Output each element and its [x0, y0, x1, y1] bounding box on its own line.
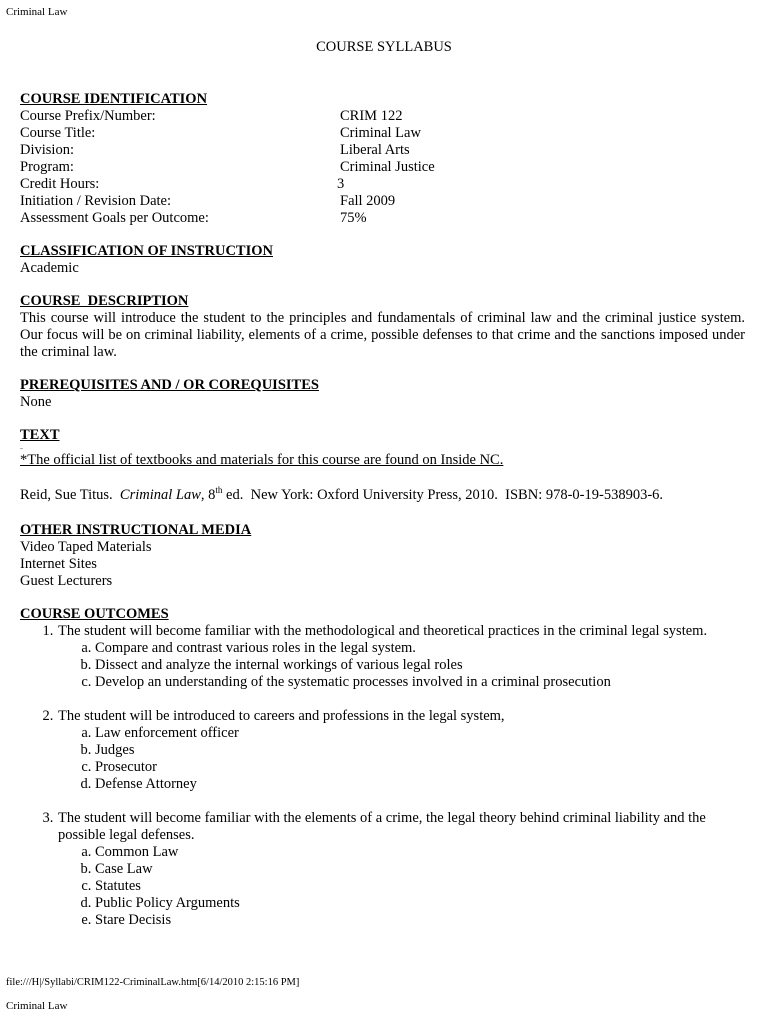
outcomes-list — [20, 623, 745, 929]
outcome-subitem: a. Common Law — [95, 844, 745, 861]
footer-running-title: Criminal Law — [6, 1000, 68, 1012]
classification-text: Academic — [20, 260, 79, 276]
id-value: Criminal Justice — [340, 159, 435, 175]
id-row — [20, 176, 745, 193]
outcome-subitem: d. Public Policy Arguments — [95, 895, 745, 912]
section-heading-text: TEXT — [20, 427, 60, 443]
section-heading-classification: CLASSIFICATION OF INSTRUCTION — [20, 243, 273, 259]
outcome-sublist — [58, 844, 745, 929]
page-header-title: Criminal Law — [6, 6, 68, 18]
citation-title: Criminal Law — [119, 487, 201, 503]
section-heading-outcomes: COURSE OUTCOMES — [20, 606, 169, 622]
syllabus-content — [20, 91, 745, 929]
id-row — [20, 125, 745, 142]
textbook-citation — [20, 487, 745, 504]
id-value: Fall 2009 — [340, 193, 396, 209]
outcome-subitem: e. Stare Decisis — [95, 912, 745, 929]
prerequisites-text: None — [20, 394, 52, 410]
section-heading-description: COURSE DESCRIPTION — [20, 293, 189, 309]
identification-table — [20, 108, 745, 227]
id-label: Credit Hours: — [20, 176, 100, 192]
outcome-subitem: c. Develop an understanding of the systematic processes involved in a criminal prosecution — [95, 674, 745, 691]
id-value: Liberal Arts — [340, 142, 410, 158]
id-value: Criminal Law — [340, 125, 421, 141]
section-heading-media: OTHER INSTRUCTIONAL MEDIA — [20, 522, 252, 538]
citation-edition-suffix: th — [215, 485, 223, 496]
outcome-subitem: a. Law enforcement officer — [95, 725, 745, 742]
section-heading-prerequisites: PREREQUISITES AND / OR COREQUISITES — [20, 377, 319, 393]
outcome-subitem: b. Case Law — [95, 861, 745, 878]
id-label: Assessment Goals per Outcome: — [20, 210, 209, 226]
id-label: Course Title: — [20, 125, 96, 141]
underline-mark: _ — [20, 444, 23, 450]
outcome-text: The student will become familiar with the methodological and theoretical practices in the criminal legal system. — [58, 623, 708, 639]
id-value: CRIM 122 — [340, 108, 403, 124]
outcome-item — [57, 623, 745, 708]
outcome-subitem: c. Prosecutor — [95, 759, 745, 776]
id-value: 75% — [340, 210, 367, 226]
id-label: Initiation / Revision Date: — [20, 193, 172, 209]
id-row — [20, 108, 745, 125]
citation-author: Reid, Sue Titus. — [20, 487, 113, 503]
id-row — [20, 142, 745, 159]
id-row — [20, 210, 745, 227]
footer-file-path: file:///H|/Syllabi/CRIM122-CriminalLaw.htm[6/14/2010 2:15:16 PM] — [6, 977, 300, 988]
outcome-sublist — [58, 640, 745, 691]
outcome-subitem: a. Compare and contrast various roles in the legal system. — [95, 640, 745, 657]
section-heading-identification: COURSE IDENTIFICATION — [20, 91, 208, 107]
course-description: This course will introduce the student to the principles and fundamentals of criminal law and the criminal justice system. Our focus will be on criminal liability, elements of a crime, possible defenses to that crime and the sanctions imposed under the criminal law. — [20, 310, 745, 360]
id-row — [20, 159, 745, 176]
id-label: Division: — [20, 142, 74, 158]
outcome-subitem: c. Statutes — [95, 878, 745, 895]
outcome-subitem: d. Defense Attorney — [95, 776, 745, 793]
outcome-subitem: b. Judges — [95, 742, 745, 759]
media-item: Guest Lecturers — [20, 573, 113, 589]
id-value: 3 — [337, 176, 345, 192]
id-label: Course Prefix/Number: — [20, 108, 156, 124]
textbook-note: *The official list of textbooks and materials for this course are found on Inside NC. — [20, 452, 504, 468]
media-item: Video Taped Materials — [20, 539, 152, 555]
outcome-sublist — [58, 725, 745, 793]
outcome-item — [57, 810, 745, 929]
id-row — [20, 193, 745, 210]
outcome-subitem: b. Dissect and analyze the internal workings of various legal roles — [95, 657, 745, 674]
outcome-item — [57, 708, 745, 810]
citation-publisher: ed. New York: Oxford University Press, 2010. ISBN: 978-0-19-538903-6. — [222, 487, 664, 503]
citation-edition: , 8 — [200, 487, 216, 503]
outcome-text: The student will be introduced to careers and professions in the legal system, — [58, 708, 505, 724]
document-title: COURSE SYLLABUS — [316, 39, 452, 55]
media-item: Internet Sites — [20, 556, 97, 572]
id-label: Program: — [20, 159, 74, 175]
outcome-text: The student will become familiar with the elements of a crime, the legal theory behind criminal liability and the possible legal defenses. — [58, 810, 706, 843]
